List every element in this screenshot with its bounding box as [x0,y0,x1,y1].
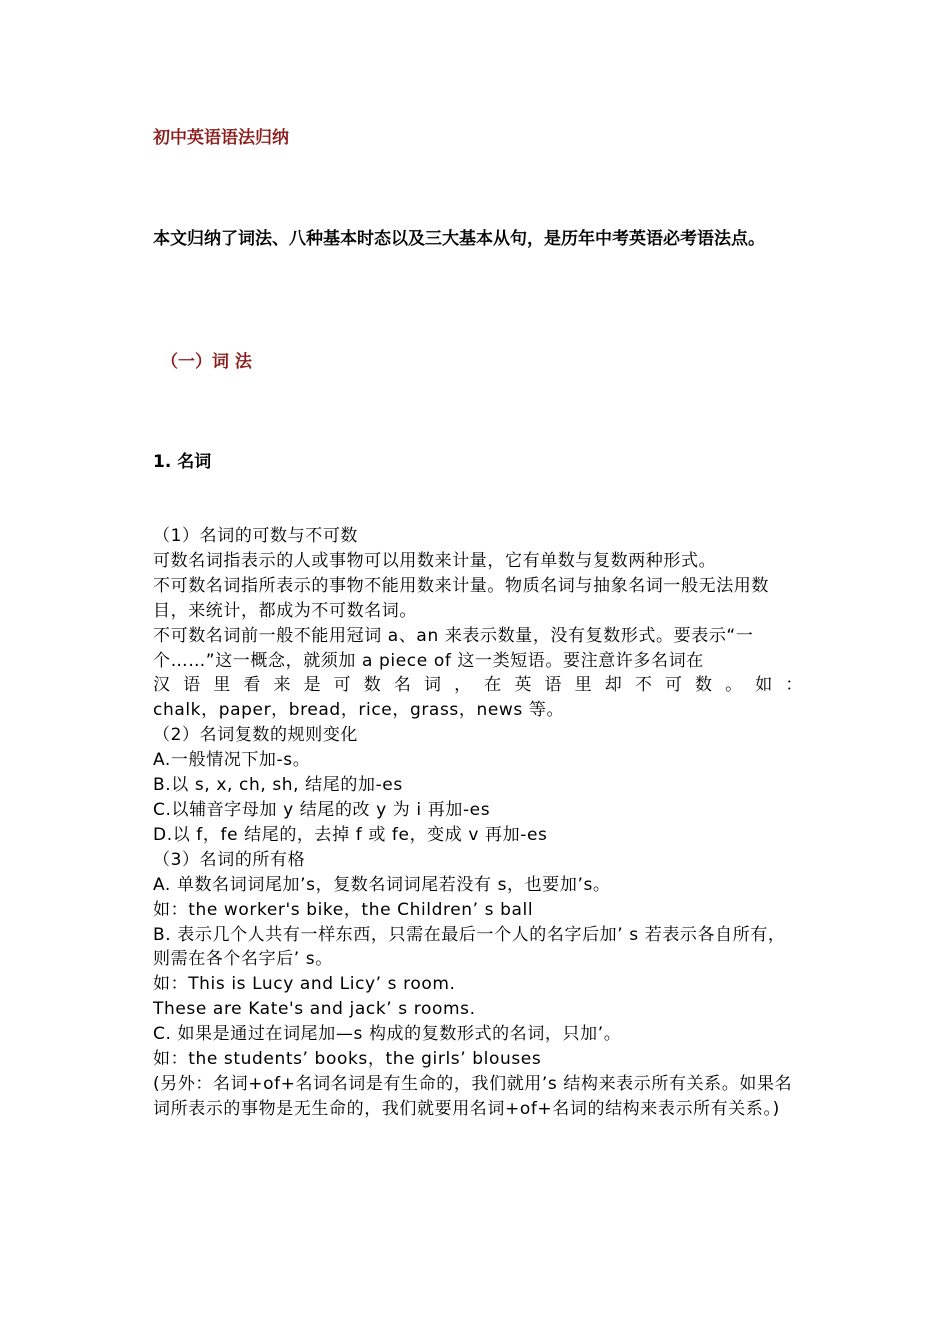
sub-heading-nouns: 1. 名词 [153,452,212,472]
text-line: (另外：名词+of+名词名词是有生命的，我们就用’s 结构来表示所有关系。如果名词所表示的事物是无生命的，我们就要用名词+of+名词的结构来表示所有关系。) [153,1073,793,1119]
text-line: 汉语里看来是可数名词，在英语里却不可数。如： [153,675,803,696]
text-line: B. 表示几个人共有一样东西，只需在最后一个人的名字后加’ s 若表示各自所有，则需在各个名字后’ s。 [153,924,786,970]
text-line: 如：the worker's bike，the Children’ s ball [153,899,534,920]
text-line: D.以 f，fe 结尾的，去掉 f 或 fe，变成 v 再加-es [153,824,548,845]
body-text [153,524,803,1122]
text-line: （2）名词复数的规则变化 [153,725,359,746]
text-line: These are Kate's and jack’ s rooms. [153,999,476,1020]
text-line: 如：This is Lucy and Licy’ s room. [153,974,456,995]
text-line: C. 如果是通过在词尾加—s 构成的复数形式的名词，只加’。 [153,1024,622,1045]
text-line: B.以 s, x, ch, sh, 结尾的加-es [153,775,403,796]
document-title: 初中英语语法归纳 [153,128,289,148]
intro-paragraph: 本文归纳了词法、八种基本时态以及三大基本从句，是历年中考英语必考语法点。 [153,229,765,249]
text-line: 不可数名词指所表示的事物不能用数来计量。物质名词与抽象名词一般无法用数目，来统计，都成为不可数名词。 [153,575,769,621]
section-heading: （一）词 法 [161,352,252,372]
text-line: A.一般情况下加-s。 [153,750,311,771]
text-line: 可数名词指表示的人或事物可以用数来计量，它有单数与复数两种形式。 [153,550,717,571]
text-line: chalk，paper，bread，rice，grass，news 等。 [153,700,565,721]
text-line: C.以辅音字母加 y 结尾的改 y 为 i 再加-es [153,799,491,820]
text-line: （3）名词的所有格 [153,849,306,870]
text-line: 不可数名词前一般不能用冠词 a、an 来表示数量，没有复数形式。要表示“一个……”这一概念，就须加 a piece of 这一类短语。要注意许多名词在 [153,625,754,671]
text-line: 如：the students’ books，the girls’ blouses [153,1049,542,1070]
text-line: A. 单数名词词尾加’s，复数名词词尾若没有 s，也要加’s。 [153,874,611,895]
text-line: （1）名词的可数与不可数 [153,526,359,546]
